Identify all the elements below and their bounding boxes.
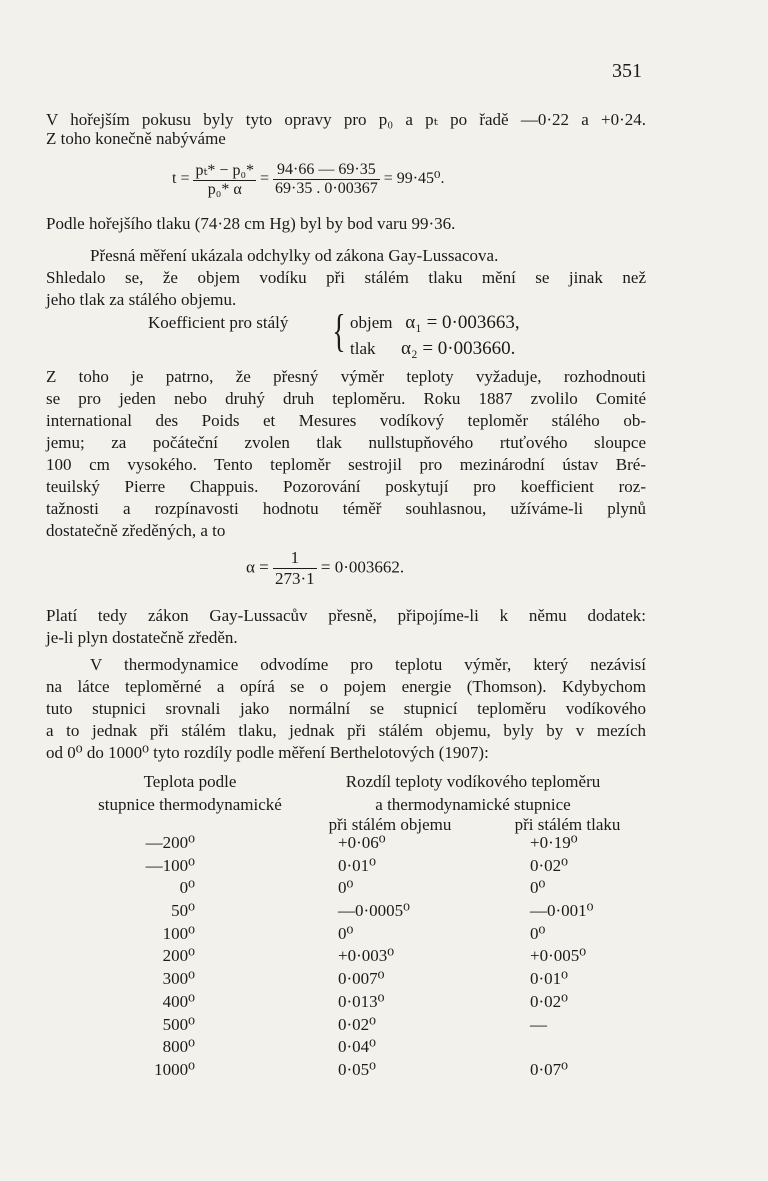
numerator: 94·66 — 69·35	[273, 161, 380, 180]
table-cell: —0·001⁰	[530, 901, 594, 921]
table-cell: +0·005⁰	[530, 946, 587, 966]
equals-sign: =	[260, 170, 270, 188]
numerator: pₜ* − p₀*	[195, 162, 255, 179]
table-cell: 0⁰	[179, 878, 195, 898]
table-cell: 800⁰	[162, 1037, 195, 1057]
denominator: 69·35 . 0·00367	[275, 180, 378, 197]
text-line: na látce teploměrné a opírá se o pojem energie (Thomson). Kdybychom	[46, 677, 646, 696]
denominator: 273·1	[275, 569, 315, 588]
formula-lhs: t =	[172, 170, 190, 188]
table-cell: 0·07⁰	[530, 1059, 568, 1079]
table-cell: 0⁰	[338, 878, 354, 898]
text-line: Shledalo se, že objem vodíku při stálém tlaku mění se jinak než	[46, 268, 646, 287]
table-cell: 0·01⁰	[530, 969, 568, 989]
table-cell: —	[530, 1014, 547, 1034]
formula-alpha	[246, 548, 404, 589]
table-header-difference	[318, 770, 628, 816]
text-line: international des Poids et Mesures vodíkový teploměr stálého ob-	[46, 411, 646, 430]
table-cell: 1000⁰	[154, 1059, 195, 1079]
formula-lhs: α =	[246, 557, 269, 577]
text-line: Platí tedy zákon Gay-Lussacův přesně, připojíme-li k němu dodatek:	[46, 606, 646, 625]
table-cell	[530, 1036, 620, 1059]
table-cell: +0·06⁰	[338, 833, 386, 852]
text-line: V hořejším pokusu byly tyto opravy pro p₀ a pₜ po řadě —0·22 a +0·24.	[46, 110, 646, 129]
text-line: jemu; za počáteční zvolen tlak nullstupňového rtuťového sloupce	[46, 433, 646, 452]
text-line: Z toho konečně nabýváme	[46, 129, 226, 148]
header-line: Rozdíl teploty vodíkového teploměru	[345, 772, 601, 791]
coefficient-values	[350, 310, 520, 362]
text-line: tuto stupnici srovnali jako normální se stupnicí teploměru vodíkového	[46, 699, 646, 718]
table-cell: +0·003⁰	[338, 946, 395, 966]
table-cell: 0·02⁰	[530, 855, 568, 875]
header-line: a thermodynamické stupnice	[375, 795, 571, 814]
table-cell: —100⁰	[145, 855, 195, 875]
table-cell: 0⁰	[338, 923, 354, 943]
table-cell: 0·04⁰	[338, 1037, 376, 1057]
formula-temperature	[172, 160, 444, 199]
text-line: 100 cm vysokého. Tento teploměr sestrojil pro mezinárodní ústav Bré-	[46, 455, 646, 474]
brace-symbol: {	[332, 305, 346, 356]
table-cell: 50⁰	[171, 901, 195, 921]
text-line: V thermodynamice odvodíme pro teplotu výměr, který nezávisí	[90, 655, 646, 674]
text-line: je-li plyn dostatečně zředěn.	[46, 628, 238, 647]
text-line: od 0⁰ do 1000⁰ tyto rozdíly podle měření Berthelotových (1907):	[46, 743, 489, 762]
table-cell: 0⁰	[530, 878, 546, 898]
table-cell: 200⁰	[162, 946, 195, 966]
coef-row-label: tlak	[350, 339, 376, 358]
text-line: Podle hořejšího tlaku (74·28 cm Hg) byl by bod varu 99·36.	[46, 214, 456, 233]
fraction	[273, 161, 380, 198]
table-cell: 0·02⁰	[338, 1014, 376, 1034]
subheader-constant-pressure: při stálém tlaku	[514, 815, 621, 834]
column-temperature	[120, 832, 195, 1082]
table-header-temperature	[70, 770, 310, 816]
table-cell: 100⁰	[162, 923, 195, 943]
column-constant-volume	[338, 832, 453, 1082]
text-line: teuilský Pierre Chappuis. Pozorování poskytují pro koefficient roz-	[46, 477, 646, 496]
coef-row-label: objem	[350, 313, 393, 332]
table-cell: 0⁰	[530, 923, 546, 943]
table-cell: 400⁰	[162, 991, 195, 1011]
text-line: se pro jeden nebo druhý druh teploměru. Roku 1887 zvolilo Comité	[46, 389, 646, 408]
page-number: 351	[612, 60, 642, 82]
text-line: a to jednak při stálém tlaku, jednak při stálém objemu, byly by v mezích	[46, 721, 646, 740]
table-cell: —200⁰	[145, 833, 195, 852]
table-cell: 0·02⁰	[530, 991, 568, 1011]
header-line: Teplota podle	[143, 772, 237, 791]
table-cell: —0·0005⁰	[338, 901, 410, 921]
text-line: jeho tlak za stálého objemu.	[46, 290, 237, 309]
table-cell: 0·013⁰	[338, 991, 385, 1011]
table-cell: 500⁰	[162, 1014, 195, 1034]
table-cell: 300⁰	[162, 969, 195, 989]
numerator: 1	[273, 548, 317, 569]
coefficient-label: Koefficient pro stálý	[148, 313, 289, 332]
fraction	[193, 160, 256, 199]
subheader-constant-volume: při stálém objemu	[328, 815, 452, 834]
header-line: stupnice thermodynamické	[98, 795, 282, 814]
table-cell: 0·05⁰	[338, 1059, 376, 1079]
formula-result: = 0·003662.	[320, 557, 405, 577]
text-line: Přesná měření ukázala odchylky od zákona Gay-Lussacova.	[90, 246, 499, 265]
coef-row-value: α₂ = 0·003660.	[401, 338, 516, 359]
table-cell: 0·01⁰	[338, 855, 376, 875]
fraction	[273, 548, 317, 589]
formula-result: = 99·45⁰.	[383, 170, 445, 188]
text-line: Z toho je patrno, že přesný výměr teploty vyžaduje, rozhodnouti	[46, 367, 646, 386]
coef-row-value: α₁ = 0·003663,	[405, 312, 520, 333]
table-cell: +0·19⁰	[530, 833, 578, 852]
text-line: tažnosti a rozpínavosti hodnotu téměř souhlasnou, užíváme-li plynů	[46, 499, 646, 518]
table-cell: 0·007⁰	[338, 969, 385, 989]
column-constant-pressure	[530, 832, 620, 1082]
text-line: dostatečně zředěných, a to	[46, 521, 226, 540]
denominator: p₀* α	[207, 181, 242, 198]
